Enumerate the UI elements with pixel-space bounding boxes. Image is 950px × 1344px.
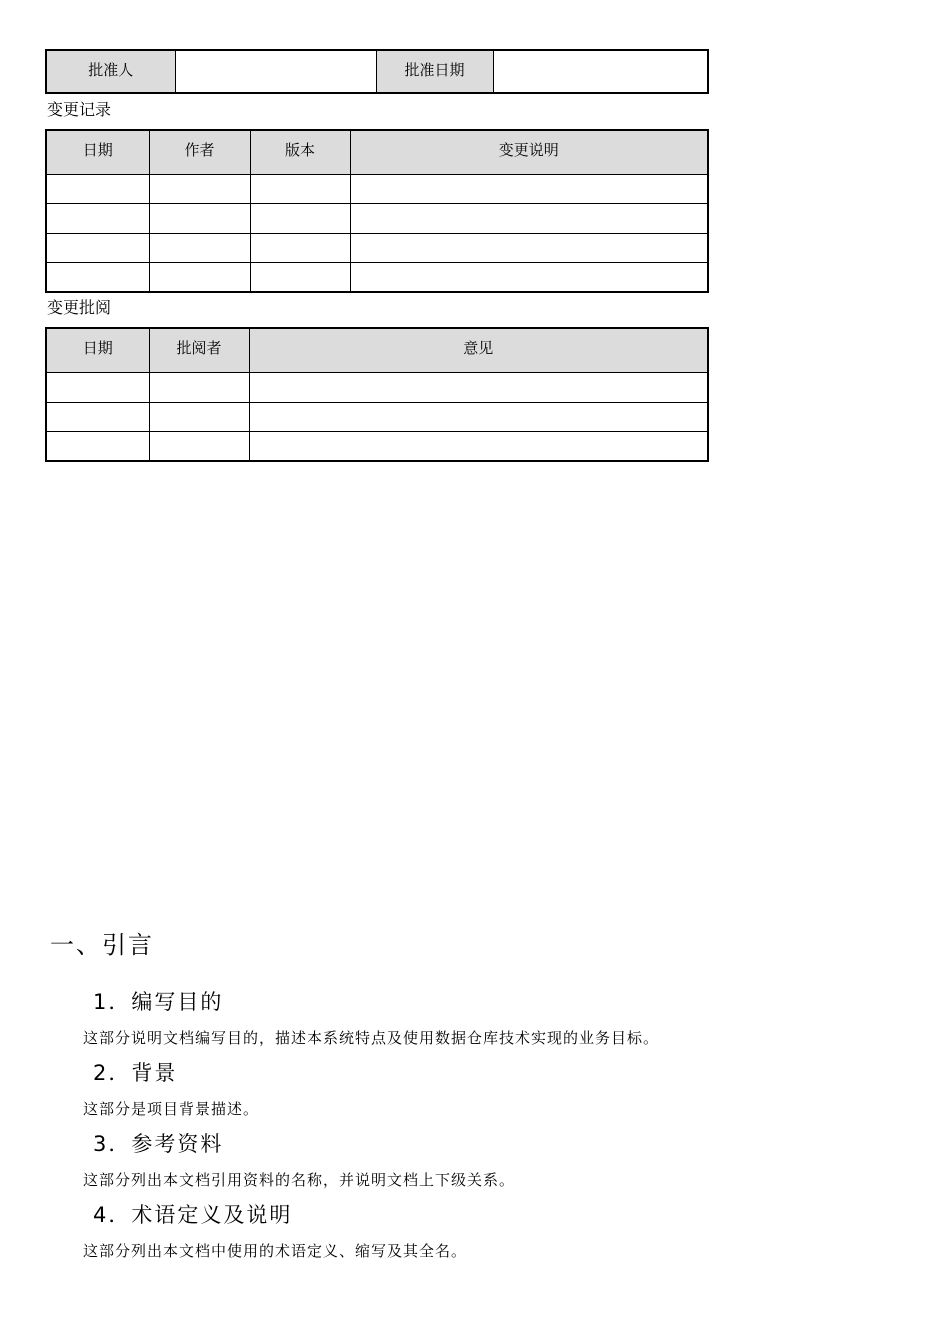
subsection-heading-background: 2．背景: [93, 1061, 178, 1085]
change-review-table: [45, 327, 709, 462]
column-header-change-description: 变更说明: [350, 130, 708, 175]
approver-label: 批准人: [46, 50, 175, 93]
change-record-table: [45, 129, 709, 293]
section-title-introduction: 一、引言: [50, 931, 154, 959]
column-header-version: 版本: [250, 130, 350, 175]
approver-value-cell: [175, 50, 376, 93]
table-cell: [46, 175, 149, 204]
change-review-header-row: [46, 328, 708, 373]
subsection-heading-terminology: 4．术语定义及说明: [93, 1203, 293, 1227]
approval-date-label: 批准日期: [376, 50, 493, 93]
table-row: [46, 432, 708, 461]
subsection-text-background: 这部分是项目背景描述。: [83, 1100, 260, 1118]
column-header-comments: 意见: [249, 328, 708, 373]
column-header-date: 日期: [46, 130, 149, 175]
change-record-header-row: [46, 130, 708, 175]
table-row: [46, 402, 708, 431]
table-cell: [249, 373, 708, 402]
approval-date-value-cell: [493, 50, 708, 93]
table-cell: [250, 175, 350, 204]
table-cell: [46, 204, 149, 233]
column-header-date: 日期: [46, 328, 149, 373]
table-cell: [46, 373, 149, 402]
table-cell: [350, 263, 708, 292]
table-cell: [149, 233, 250, 262]
subsection-text-terminology: 这部分列出本文档中使用的术语定义、缩写及其全名。: [83, 1242, 468, 1260]
table-cell: [250, 204, 350, 233]
table-cell: [350, 204, 708, 233]
table-cell: [46, 432, 149, 461]
table-cell: [350, 175, 708, 204]
table-cell: [149, 402, 249, 431]
subsection-text-purpose: 这部分说明文档编写目的，描述本系统特点及使用数据仓库技术实现的业务目标。: [83, 1029, 660, 1047]
table-cell: [249, 432, 708, 461]
table-row: [46, 263, 708, 292]
subsection-text-references: 这部分列出本文档引用资料的名称，并说明文档上下级关系。: [83, 1171, 516, 1189]
subsection-heading-references: 3．参考资料: [93, 1132, 224, 1156]
table-row: [46, 373, 708, 402]
table-cell: [149, 432, 249, 461]
table-cell: [149, 263, 250, 292]
table-cell: [46, 233, 149, 262]
table-cell: [149, 204, 250, 233]
column-header-author: 作者: [149, 130, 250, 175]
column-header-reviewer: 批阅者: [149, 328, 249, 373]
table-cell: [149, 175, 250, 204]
table-cell: [250, 233, 350, 262]
change-record-caption: 变更记录: [47, 100, 112, 119]
table-row: [46, 175, 708, 204]
subsection-heading-purpose: 1．编写目的: [93, 990, 224, 1014]
table-row: [46, 204, 708, 233]
table-cell: [249, 402, 708, 431]
approval-table: [45, 49, 709, 94]
table-cell: [250, 263, 350, 292]
table-cell: [149, 373, 249, 402]
table-row: [46, 233, 708, 262]
table-cell: [350, 233, 708, 262]
change-review-caption: 变更批阅: [47, 298, 112, 317]
table-cell: [46, 263, 149, 292]
table-cell: [46, 402, 149, 431]
